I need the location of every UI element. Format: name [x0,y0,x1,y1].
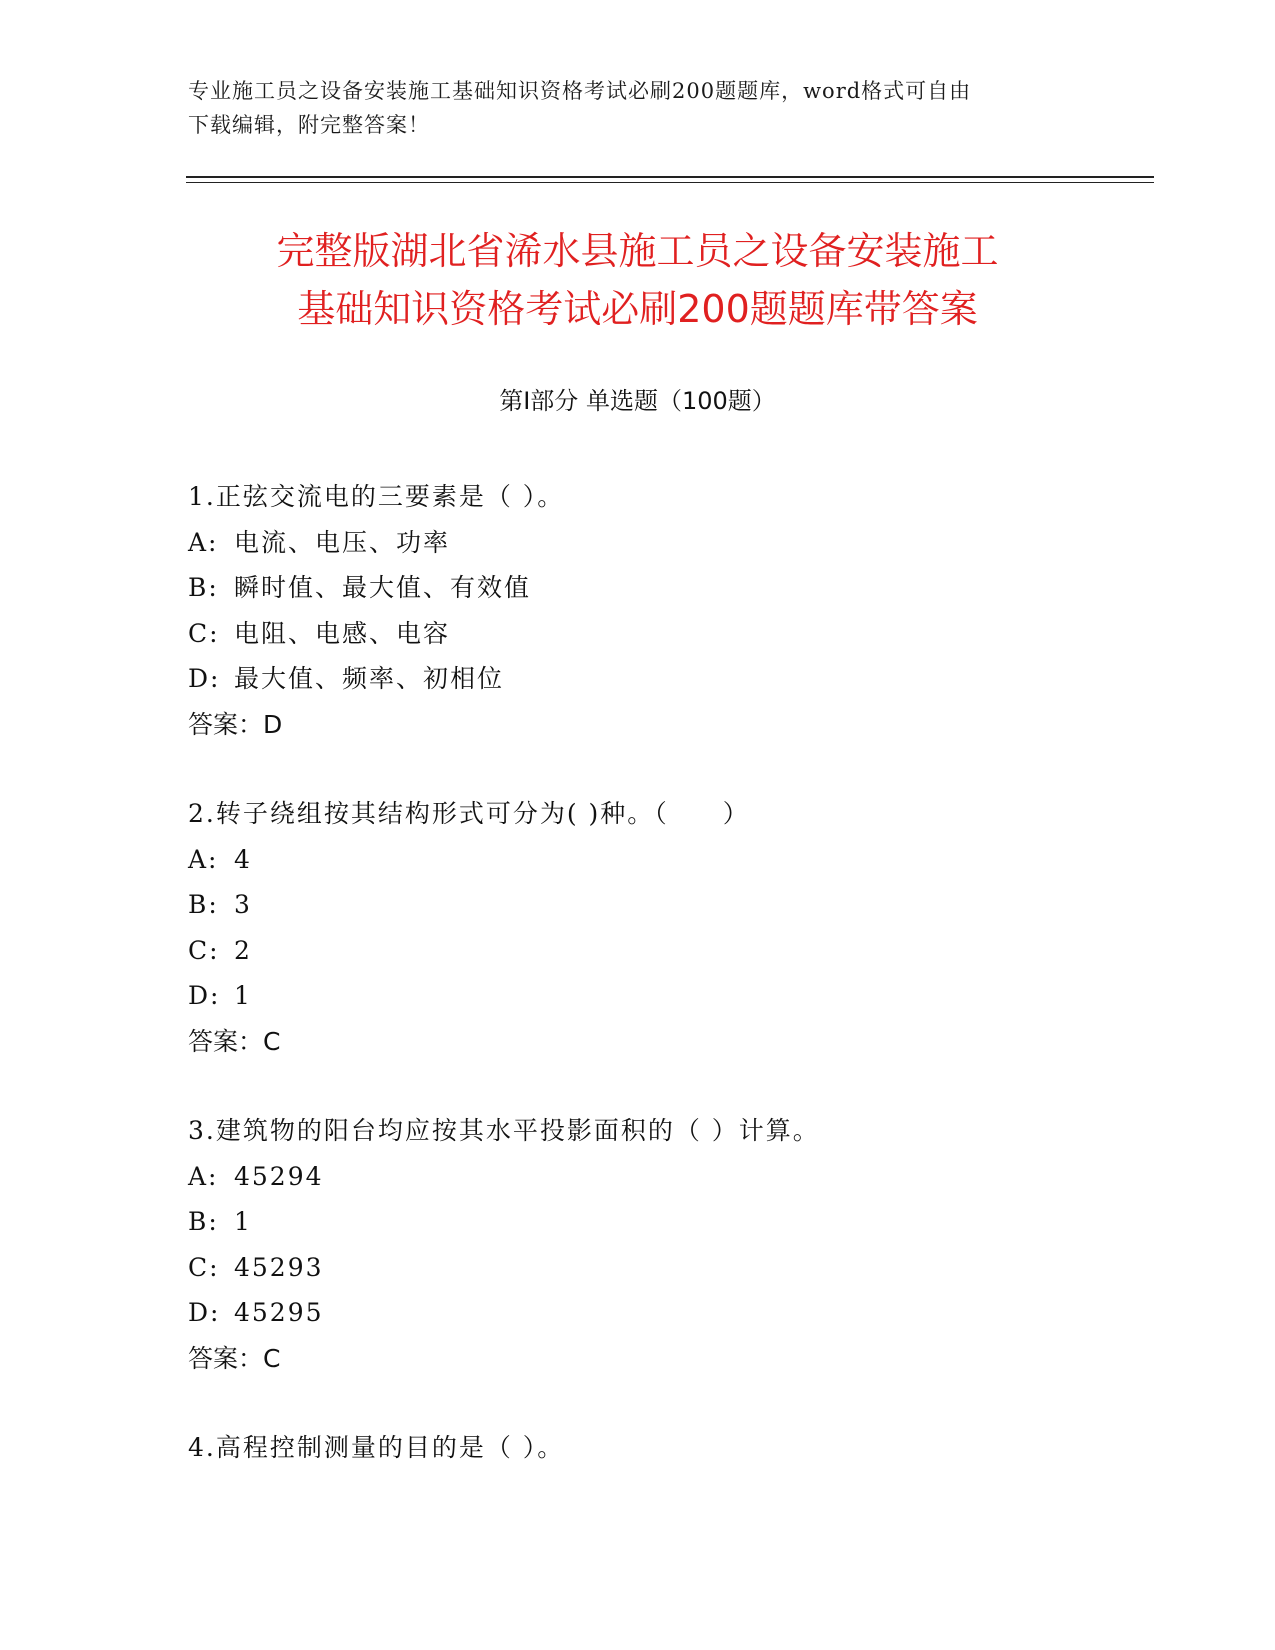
option-key: D: [188,664,221,693]
option-d [188,656,1108,702]
option-text: 45294 [234,1161,324,1191]
option-key: B: [188,1207,219,1236]
option-key: B: [188,573,219,602]
answer-line: 答案：C [188,1343,281,1373]
question-item [188,474,1108,747]
option-key: C: [188,1252,220,1282]
section-title: 第Ⅰ部分 单选题（100题） [499,387,776,415]
question-item [188,791,1108,1064]
answer-line: 答案：C [188,1026,281,1056]
option-text: 2 [234,935,252,965]
option-a [188,520,1108,566]
option-key: C: [188,935,220,965]
option-b [188,1199,1108,1245]
question-item [188,1108,1108,1381]
option-d [188,973,1108,1019]
option-c [188,1245,1108,1291]
option-c [188,611,1108,657]
header-divider-thick [186,176,1154,178]
header-note [188,74,1088,142]
option-c [188,928,1108,974]
document-title-line-1: 完整版湖北省浠水县施工员之设备安装施工 [276,229,999,273]
option-text: 电流、电压、功率 [234,527,451,557]
option-text: 4 [234,844,252,874]
question-list [188,474,1108,1515]
document-title [150,222,1125,338]
option-key: A: [188,1161,219,1191]
option-text: 最大值、频率、初相位 [234,664,505,693]
option-b [188,565,1108,611]
option-text: 45293 [234,1252,324,1282]
option-key: A: [188,527,219,557]
question-item [188,1425,1108,1471]
question-stem: 1.正弦交流电的三要素是（ ）。 [188,482,565,511]
option-key: D: [188,1298,221,1327]
option-text: 瞬时值、最大值、有效值 [234,573,532,602]
option-text: 1 [234,1207,252,1236]
option-text: 1 [234,981,252,1010]
header-note-line-1: 专业施工员之设备安装施工基础知识资格考试必刷200题题库，word格式可自由 [188,79,972,103]
document-title-line-2: 基础知识资格考试必刷200题题库带答案 [297,287,978,331]
header-divider-thin [186,182,1154,183]
answer-line: 答案：D [188,709,283,739]
option-text: 3 [234,890,252,919]
option-key: D: [188,981,221,1010]
option-text: 45295 [234,1298,324,1327]
option-b [188,882,1108,928]
option-key: A: [188,844,219,874]
option-a [188,837,1108,883]
option-a [188,1154,1108,1200]
question-stem: 2.转子绕组按其结构形式可分为( )种。（ ） [188,799,750,828]
option-key: C: [188,618,220,648]
option-d [188,1290,1108,1336]
header-note-line-2: 下载编辑，附完整答案！ [188,113,430,137]
option-text: 电阻、电感、电容 [234,618,451,648]
question-stem: 4.高程控制测量的目的是（ ）。 [188,1433,565,1462]
question-stem: 3.建筑物的阳台均应按其水平投影面积的（ ）计算。 [188,1116,820,1145]
option-key: B: [188,890,219,919]
